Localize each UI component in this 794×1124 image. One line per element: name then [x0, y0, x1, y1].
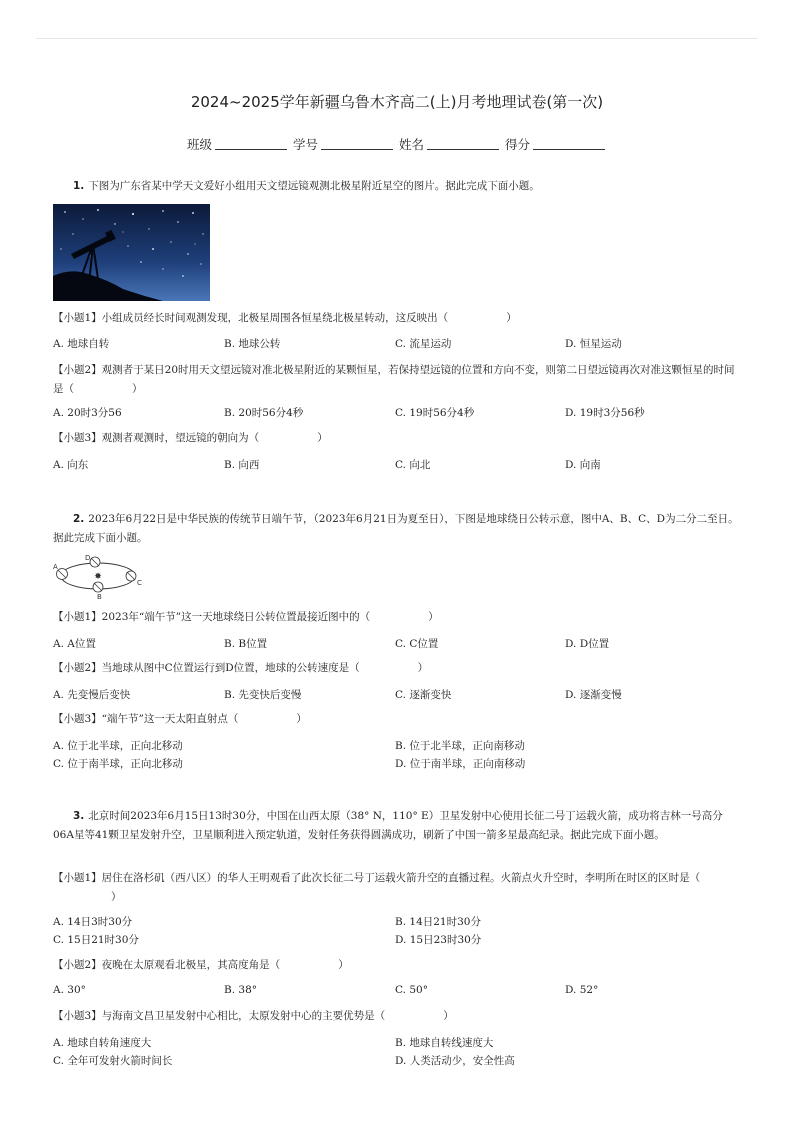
q1-sub3 [53, 429, 743, 448]
header-rule [36, 38, 758, 39]
q2-sub3 [53, 710, 743, 729]
q3-sub3-option-d[interactable]: D. 人类活动少，安全性高 [395, 1055, 515, 1067]
label-c: C [137, 579, 142, 587]
q2-sub3-close: ） [296, 713, 307, 725]
q2-sub2-text: 【小题2】当地球从图中C位置运行到D位置，地球的公转速度是（ [53, 662, 360, 674]
earth-orbit-diagram [53, 552, 143, 604]
sun-icon: ✸ [94, 572, 102, 582]
q2-sub1-option-b[interactable]: B. B位置 [224, 638, 268, 650]
q1-sub1-option-b[interactable]: B. 地球公转 [224, 338, 281, 350]
q2-sub1-option-a[interactable]: A. A位置 [53, 638, 96, 650]
q2-sub3-option-a[interactable]: A. 位于北半球，正向北移动 [53, 740, 183, 752]
q3-sub1-close: ） [111, 891, 122, 903]
label-d: D [85, 554, 91, 562]
q1-sub2-text: 【小题2】观测者于某日20时用天文望远镜对准北极星附近的某颗恒星，若保持望远镜的位置和方向不变，则第二日望远镜再次对准这颗恒星的时间是（ [53, 364, 735, 395]
q1-sub1-option-c[interactable]: C. 流星运动 [395, 338, 452, 350]
q2-sub2-close: ） [417, 662, 429, 674]
q3-sub3-close: ） [443, 1010, 454, 1022]
q1-sub1 [53, 309, 743, 328]
question-3-number: 3. [73, 810, 85, 822]
q3-sub2-close: ） [338, 959, 349, 971]
student-info-line [0, 135, 794, 153]
label-a: A [53, 563, 58, 571]
q3-sub2-option-c[interactable]: C. 50° [395, 984, 428, 996]
page-title: 2024~2025学年新疆乌鲁木齐高二(上)月考地理试卷(第一次) [190, 93, 604, 111]
q2-sub1-option-d[interactable]: D. D位置 [565, 638, 610, 650]
question-2-number: 2. [73, 513, 85, 525]
q3-sub3 [53, 1007, 743, 1026]
question-3-text: 北京时间2023年6月15日13时30分，中国在山西太原（38° N，110° E）卫星发射中心使用长征二号丁运载火箭，成功将吉林一号高分06A星等41颗卫星发射升空，卫星顺利进入预定轨道，发射任务获得圆满成功，刷新了中国一箭多星最高纪录。据此完成下面小题。 [53, 810, 723, 841]
student-number-blank [321, 137, 393, 150]
q3-sub1-option-b[interactable]: B. 14日21时30分 [395, 916, 481, 928]
q1-sub2-option-c[interactable]: C. 19时56分4秒 [395, 407, 475, 419]
q1-sub1-option-d[interactable]: D. 恒星运动 [565, 338, 622, 350]
q1-sub3-option-c[interactable]: C. 向北 [395, 459, 431, 471]
question-1-number: 1. [73, 180, 85, 192]
q1-sub3-option-a[interactable]: A. 向东 [53, 459, 89, 471]
q2-sub1-option-c[interactable]: C. C位置 [395, 638, 439, 650]
q3-sub2 [53, 956, 743, 975]
q2-sub3-option-d[interactable]: D. 位于南半球，正向南移动 [395, 758, 526, 770]
student-number-label: 学号 [292, 137, 318, 152]
q1-sub3-text: 【小题3】观测者观测时，望远镜的朝向为（ [53, 432, 260, 444]
class-blank [215, 137, 287, 150]
q1-sub3-close: ） [317, 432, 328, 444]
q2-sub1-close: ） [428, 611, 439, 623]
name-label: 姓名 [398, 137, 424, 152]
q3-sub2-option-b[interactable]: B. 38° [224, 984, 258, 996]
q2-sub3-option-b[interactable]: B. 位于北半球，正向南移动 [395, 740, 525, 752]
q3-sub3-text: 【小题3】与海南文昌卫星发射中心相比，太原发射中心的主要优势是（ [53, 1010, 386, 1022]
q3-sub1-option-d[interactable]: D. 15日23时30分 [395, 934, 482, 946]
class-label: 班级 [186, 137, 212, 152]
q2-sub1 [53, 608, 743, 627]
q3-sub1 [53, 869, 743, 907]
q1-sub2 [53, 361, 743, 399]
q3-sub3-option-b[interactable]: B. 地球自转线速度大 [395, 1037, 494, 1049]
question-3-stem [53, 807, 743, 845]
q3-sub1-text: 【小题1】居住在洛杉矶（西八区）的华人王明观看了此次长征二号丁运载火箭升空的直播过程。火箭点火升空时，李明所在时区的区时是（ [53, 872, 701, 884]
q1-sub1-text: 【小题1】小组成员经长时间观测发现，北极星周围各恒星绕北极星转动，这反映出（ [53, 312, 449, 324]
q3-sub2-option-a[interactable]: A. 30° [53, 984, 86, 996]
q3-sub2-text: 【小题2】夜晚在太原观看北极星，其高度角是（ [53, 959, 281, 971]
q1-sub2-option-b[interactable]: B. 20时56分4秒 [224, 407, 304, 419]
q2-sub3-text: 【小题3】“端午节”这一天太阳直射点（ [53, 713, 239, 725]
question-1-text: 下图为广东省某中学天文爱好小组用天文望远镜观测北极星附近星空的图片。据此完成下面小题。 [88, 180, 540, 192]
q3-sub2-option-d[interactable]: D. 52° [565, 984, 599, 996]
question-2-text: 2023年6月22日是中华民族的传统节日端午节，（2023年6月21日为夏至日），下图是地球绕日公转示意，图中A、B、C、D为二分二至日。据此完成下面小题。 [53, 513, 739, 544]
q1-sub3-option-d[interactable]: D. 向南 [565, 459, 601, 471]
question-1-stem [53, 177, 743, 196]
q2-sub2 [53, 659, 743, 678]
score-blank [533, 137, 605, 150]
q2-sub2-option-b[interactable]: B. 先变快后变慢 [224, 689, 302, 701]
name-blank [427, 137, 499, 150]
q1-sub2-option-a[interactable]: A. 20时3分56 [53, 407, 122, 419]
telescope-night-sky-image [53, 204, 210, 301]
score-label: 得分 [504, 137, 530, 152]
q2-sub2-option-a[interactable]: A. 先变慢后变快 [53, 689, 131, 701]
q2-sub1-text: 【小题1】2023年“端午节”这一天地球绕日公转位置最接近图中的（ [53, 611, 371, 623]
q3-sub3-option-c[interactable]: C. 全年可发射火箭时间长 [53, 1055, 173, 1067]
q1-sub1-option-a[interactable]: A. 地球自转 [53, 338, 110, 350]
label-b: B [97, 593, 102, 600]
question-2-stem [53, 510, 743, 548]
q2-sub3-option-c[interactable]: C. 位于南半球，正向北移动 [53, 758, 183, 770]
q1-sub2-option-d[interactable]: D. 19时3分56秒 [565, 407, 645, 419]
q3-sub3-option-a[interactable]: A. 地球自转角速度大 [53, 1037, 152, 1049]
q1-sub3-option-b[interactable]: B. 向西 [224, 459, 260, 471]
q3-sub1-option-a[interactable]: A. 14日3时30分 [53, 916, 133, 928]
q2-sub2-option-c[interactable]: C. 逐渐变快 [395, 689, 452, 701]
q2-sub2-option-d[interactable]: D. 逐渐变慢 [565, 689, 622, 701]
q1-sub2-close: ） [132, 383, 143, 395]
q1-sub1-close: ） [506, 312, 517, 324]
q3-sub1-option-c[interactable]: C. 15日21时30分 [53, 934, 139, 946]
